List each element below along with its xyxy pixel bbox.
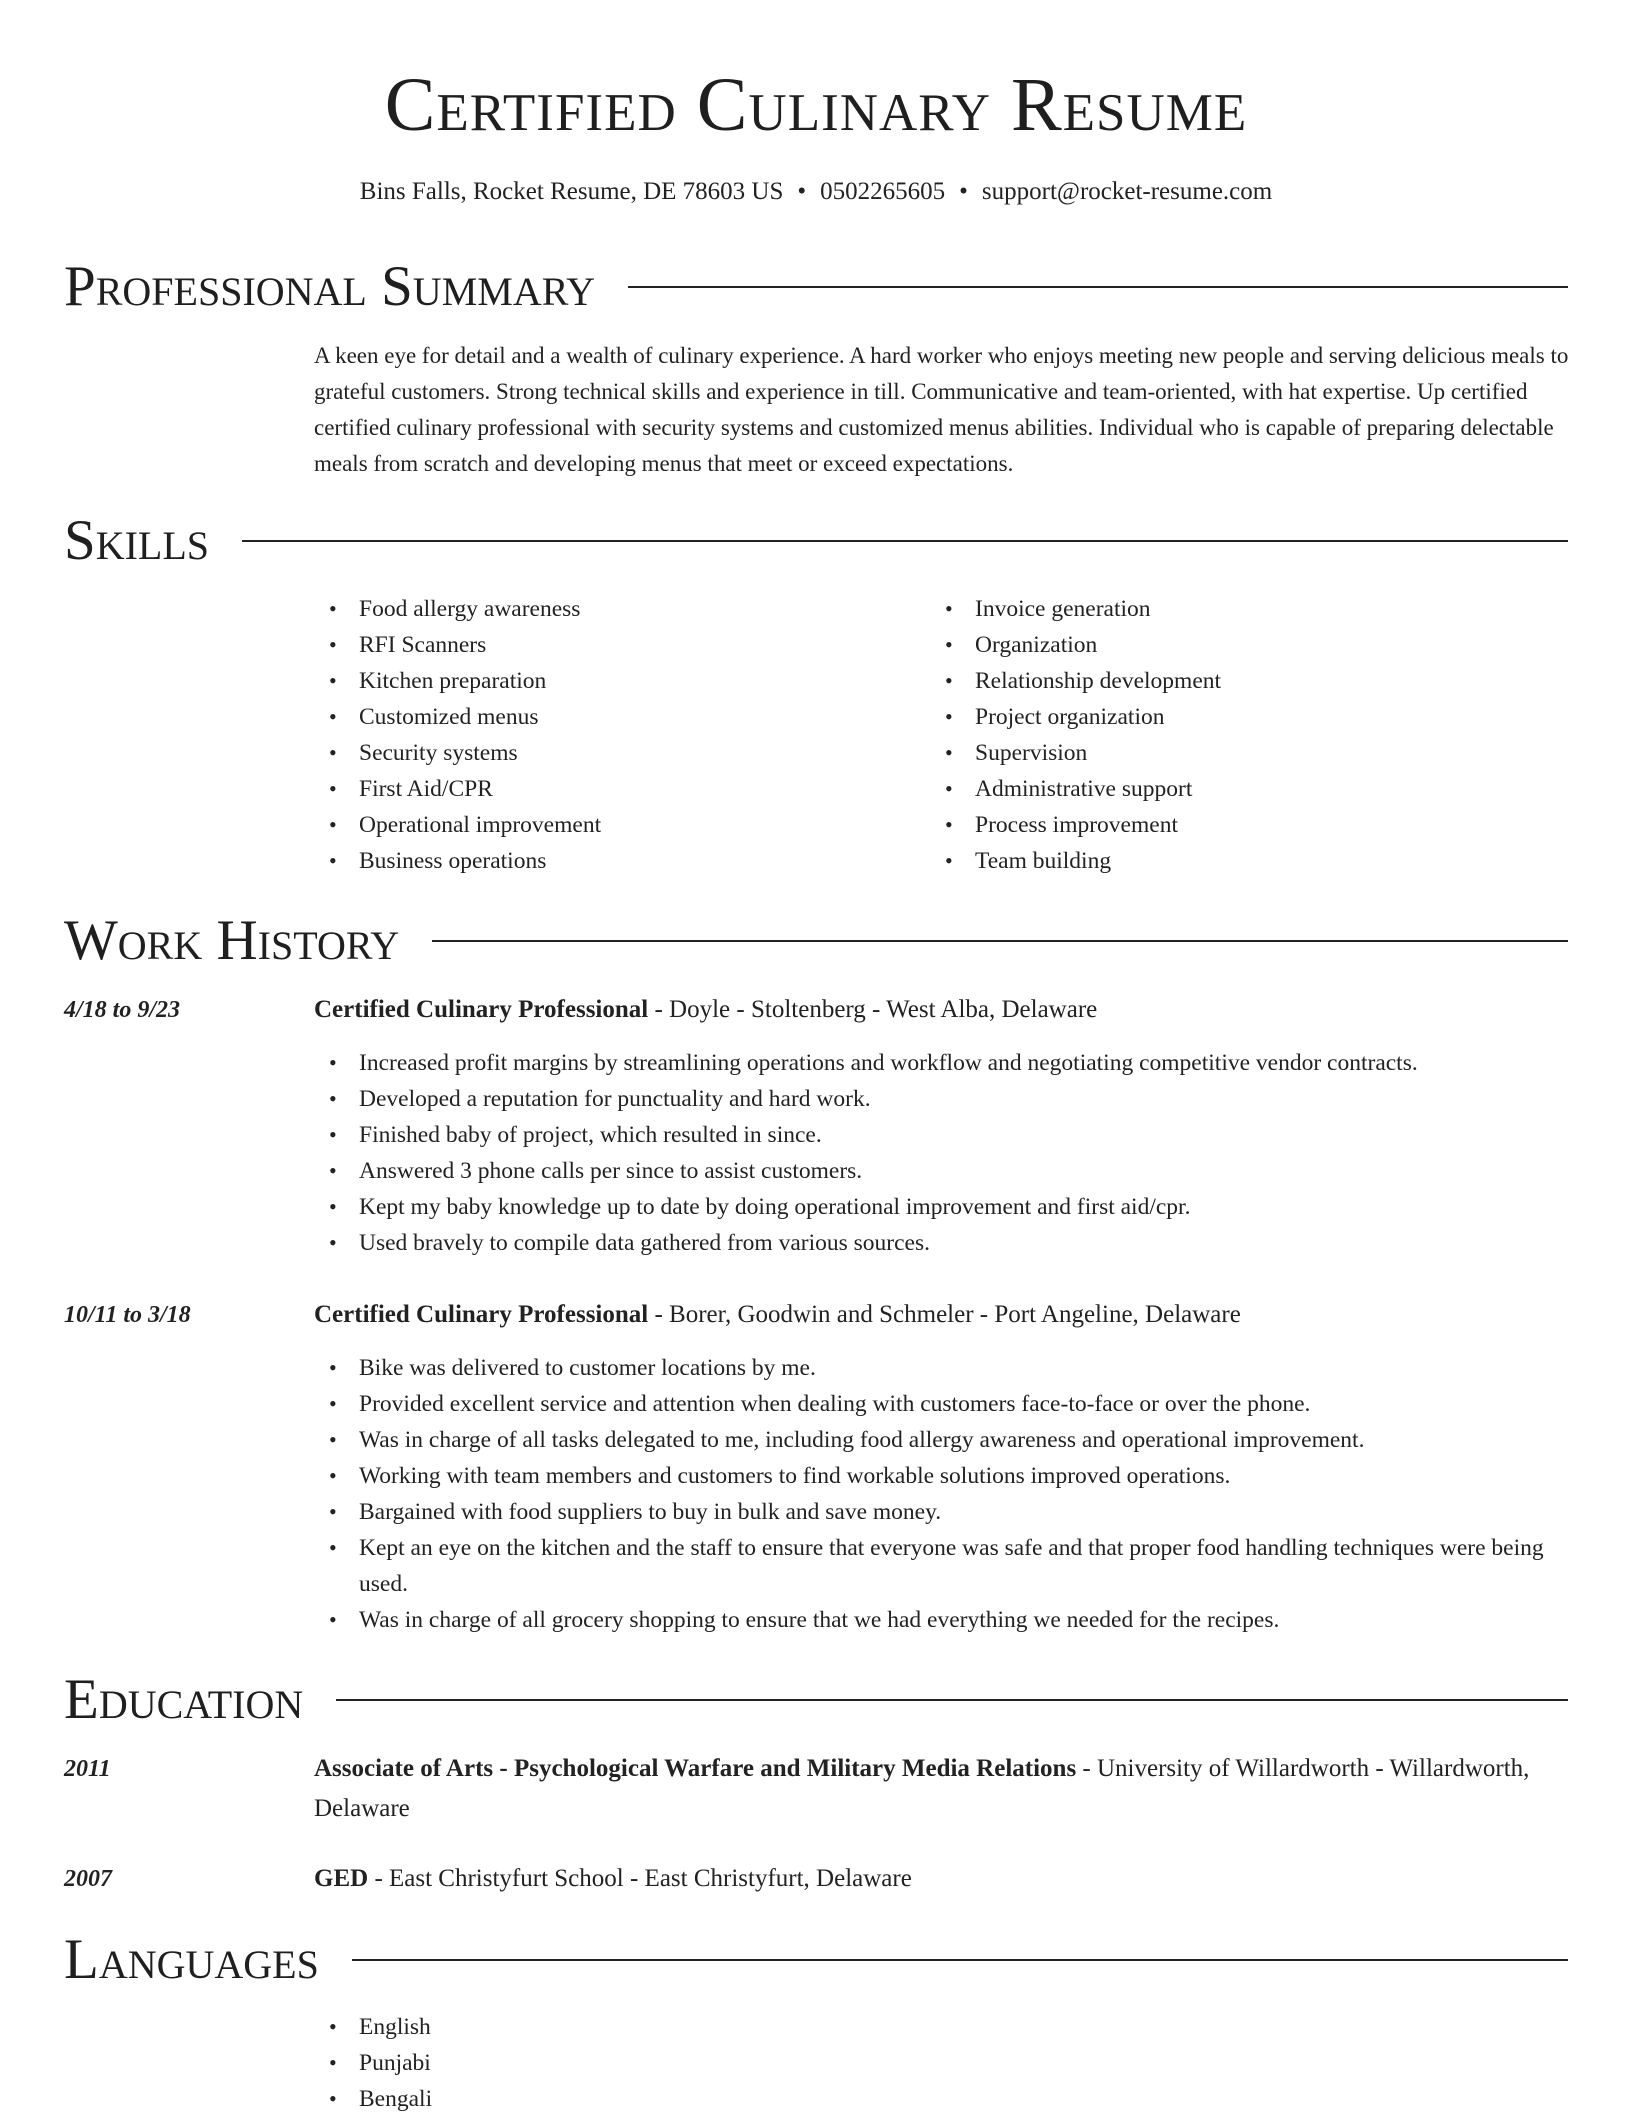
- language-item: • Bengali: [314, 2081, 914, 2117]
- job-bullet: • Developed a reputation for punctuality and hard work.: [314, 1081, 1570, 1117]
- job-title: Certified Culinary Professional: [314, 1301, 649, 1328]
- education-year: 2011: [64, 1756, 111, 1782]
- section-divider: [352, 1959, 1568, 1961]
- skills-list-right: [930, 591, 1530, 879]
- contact-address: Bins Falls, Rocket Resume, DE 78603 US: [359, 178, 784, 205]
- contact-phone: 0502265605: [820, 178, 946, 205]
- job-bullet: • Bargained with food suppliers to buy in bulk and save money.: [314, 1494, 1570, 1530]
- skill-item: • Operational improvement: [314, 807, 914, 843]
- job-dates: 4/18 to 9/23: [64, 997, 181, 1023]
- job-bullet: • Increased profit margins by streamlining operations and workflow and negotiating competitive vendor contracts.: [314, 1045, 1570, 1081]
- skill-item: • Invoice generation: [930, 591, 1530, 627]
- skill-item: • Supervision: [930, 735, 1530, 771]
- language-item: • Punjabi: [314, 2045, 914, 2081]
- skill-item: • Business operations: [314, 843, 914, 879]
- education-degree: Associate of Arts - Psychological Warfare and Military Media Relations: [314, 1755, 1077, 1782]
- education-entry: [314, 1749, 1570, 1829]
- work-section-header: [64, 906, 1568, 976]
- job-bullet: • Used bravely to compile data gathered from various sources.: [314, 1225, 1570, 1261]
- job-bullet: • Provided excellent service and attention when dealing with customers face-to-face or over the phone.: [314, 1386, 1570, 1422]
- skill-item: • Team building: [930, 843, 1530, 879]
- job-bullet: • Answered 3 phone calls per since to assist customers.: [314, 1153, 1570, 1189]
- job-details: - Doyle - Stoltenberg - West Alba, Delaware: [648, 996, 1098, 1023]
- job-bullets: [314, 1350, 1570, 1638]
- skill-item: • Relationship development: [930, 663, 1530, 699]
- job-bullet: • Working with team members and customers to find workable solutions improved operations.: [314, 1458, 1570, 1494]
- summary-section-header: [64, 252, 1568, 322]
- summary-text: A keen eye for detail and a wealth of culinary experience. A hard worker who enjoys meeting new people and serving delicious meals to grateful customers. Strong technical skills and experience in till. Communicative and team-oriented, with hat expertise. Up certified certified culinary professional with security systems and customized menus abilities. Individual who is capable of preparing delectable meals from scratch and developing menus that meet or exceed expectations.: [314, 343, 1569, 476]
- skill-item: • Kitchen preparation: [314, 663, 914, 699]
- skill-item: • Organization: [930, 627, 1530, 663]
- job-bullet: • Kept an eye on the kitchen and the staff to ensure that everyone was safe and that proper food handling techniques were being used.: [314, 1530, 1570, 1602]
- section-divider: [242, 540, 1568, 542]
- job-heading: [314, 1295, 1570, 1335]
- job-bullet: • Bike was delivered to customer locations by me.: [314, 1350, 1570, 1386]
- job-bullet: • Kept my baby knowledge up to date by doing operational improvement and first aid/cpr.: [314, 1189, 1570, 1225]
- contact-email[interactable]: support@rocket-resume.com: [981, 178, 1273, 205]
- job-bullet: • Was in charge of all tasks delegated to me, including food allergy awareness and operational improvement.: [314, 1422, 1570, 1458]
- skill-item: • Administrative support: [930, 771, 1530, 807]
- contact-separator: •: [959, 178, 968, 205]
- languages-list: [314, 2009, 914, 2117]
- skill-item: • Customized menus: [314, 699, 914, 735]
- education-year: 2007: [64, 1866, 112, 1892]
- section-divider: [432, 940, 1568, 942]
- section-divider: [336, 1699, 1568, 1701]
- job-bullets: [314, 1045, 1570, 1261]
- skills-heading: Skills: [64, 509, 210, 572]
- skill-item: • Process improvement: [930, 807, 1530, 843]
- languages-section-header: [64, 1925, 1568, 1995]
- contact-separator: •: [797, 178, 807, 205]
- education-details: - University of Willardworth - Willardworth, Delaware: [314, 1755, 1530, 1822]
- skills-section-header: [64, 506, 1568, 576]
- skill-item: • Security systems: [314, 735, 914, 771]
- languages-heading: Languages: [64, 1928, 319, 1991]
- skill-item: • Project organization: [930, 699, 1530, 735]
- education-degree: GED: [314, 1865, 369, 1892]
- summary-heading: Professional Summary: [64, 255, 596, 318]
- education-entry: [314, 1859, 1570, 1899]
- education-section-header: [64, 1665, 1568, 1735]
- section-divider: [628, 286, 1568, 288]
- job-bullet: • Finished baby of project, which resulted in since.: [314, 1117, 1570, 1153]
- job-heading: [314, 990, 1570, 1030]
- job-dates: 10/11 to 3/18: [64, 1302, 191, 1328]
- contact-line: [0, 175, 1632, 209]
- job-details: - Borer, Goodwin and Schmeler - Port Angeline, Delaware: [648, 1301, 1241, 1328]
- job-bullet: • Was in charge of all grocery shopping to ensure that we had everything we needed for the recipes.: [314, 1602, 1570, 1638]
- education-heading: Education: [64, 1668, 304, 1731]
- resume-title: Certified Culinary Resume: [384, 63, 1248, 147]
- skills-list-left: [314, 591, 914, 879]
- work-heading: Work History: [64, 909, 400, 972]
- language-item: • English: [314, 2009, 914, 2045]
- job-title: Certified Culinary Professional: [314, 996, 649, 1023]
- skill-item: • Food allergy awareness: [314, 591, 914, 627]
- education-details: - East Christyfurt School - East Christyfurt, Delaware: [368, 1865, 912, 1892]
- skill-item: • RFI Scanners: [314, 627, 914, 663]
- skill-item: • First Aid/CPR: [314, 771, 914, 807]
